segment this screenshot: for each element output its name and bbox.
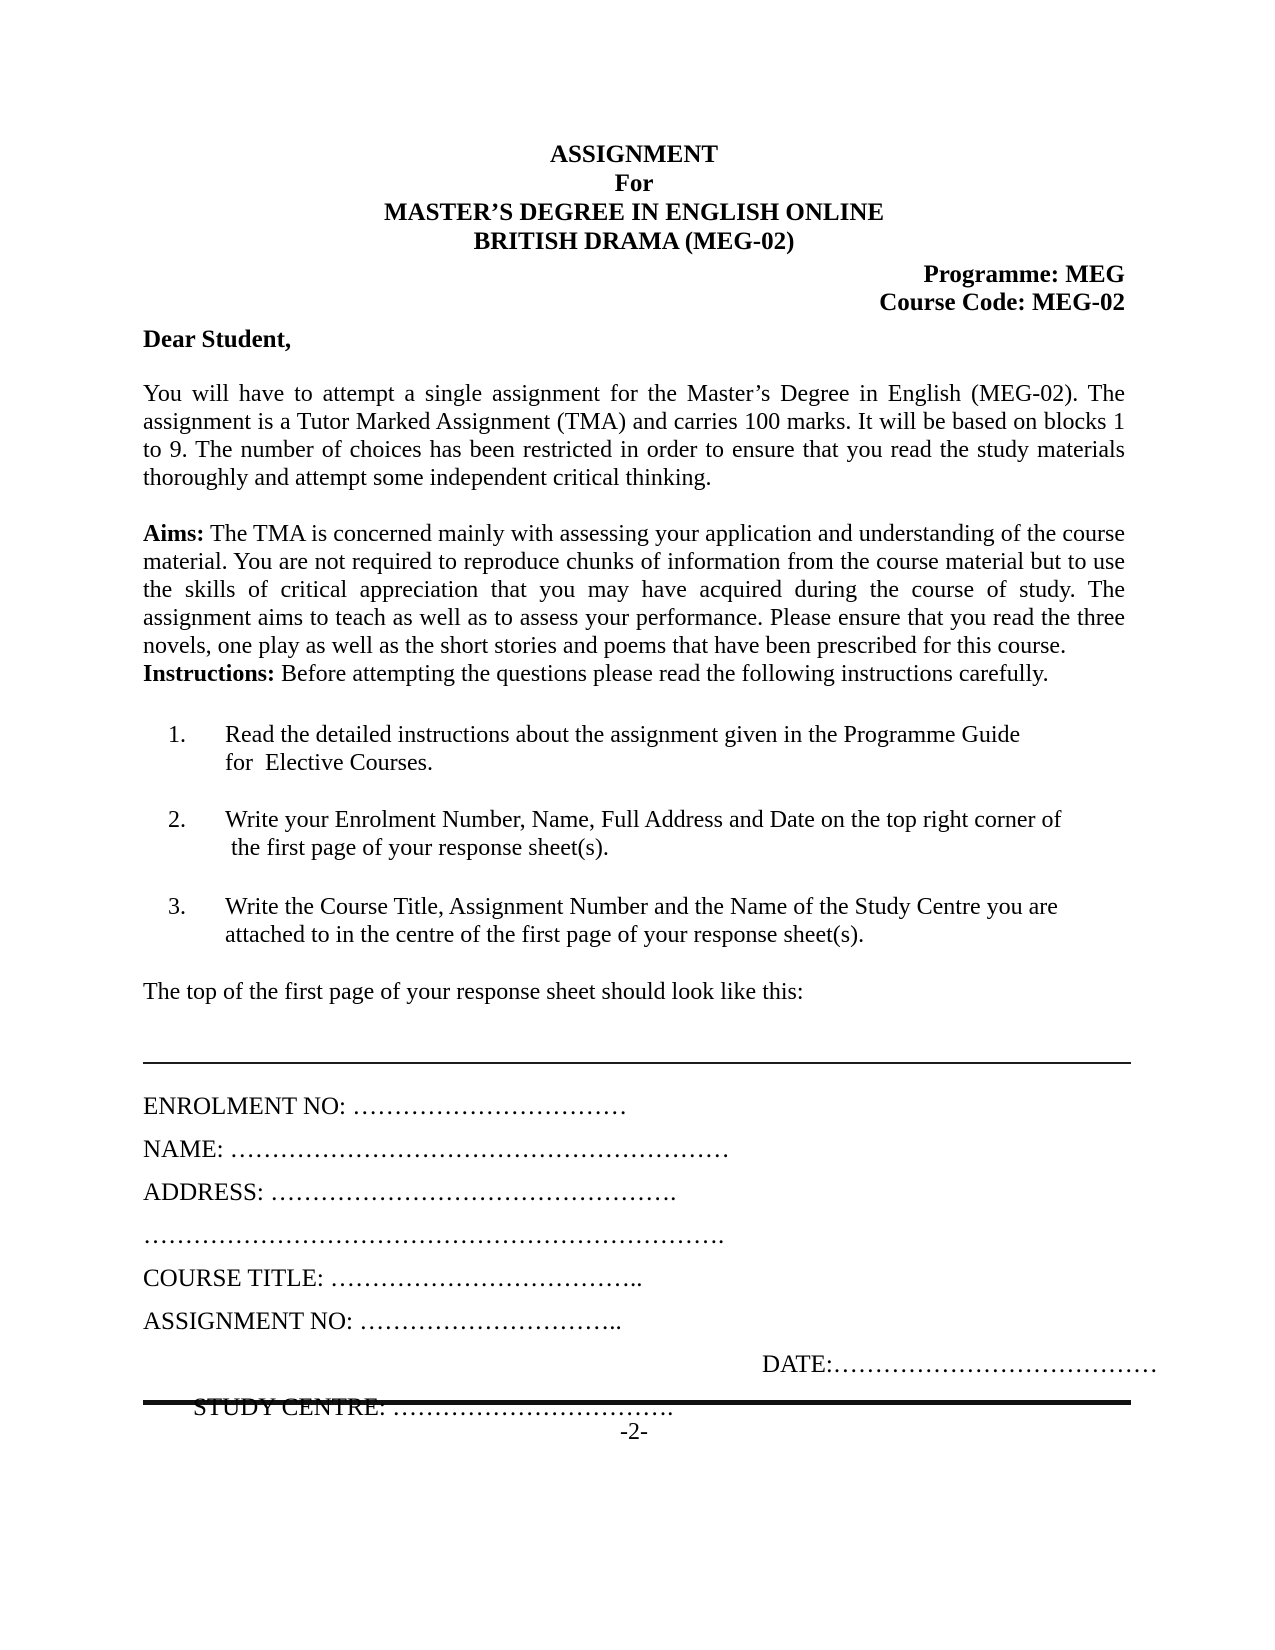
address-continuation-field: ……………………………………………………………. (143, 1222, 725, 1249)
salutation: Dear Student, (143, 326, 292, 353)
course-title-field: COURSE TITLE: ……………………………….. (143, 1265, 643, 1292)
page-content (143, 140, 1158, 1446)
instruction-item-3-text: Write the Course Title, Assignment Number and the Name of the Study Centre you are attached to in the centre of the first page of your response sheet(s). (225, 894, 1058, 948)
study-centre-field: STUDY CENTRE: ……………………………. (193, 1394, 674, 1421)
aims-text: The TMA is concerned mainly with assessing your application and understanding of the course material. You are not required to reproduce chunks of information from the course material but to use the skills of critical appreciation that you may have acquired during the course of study. The assignment aims to teach as well as to assess your performance. Please ensure that you read the three novels, one play as well as the short stories and poems that have been prescribed for this course. (143, 521, 1125, 659)
instruction-item-2 (143, 806, 1125, 862)
page-number: -2- (620, 1419, 648, 1445)
instructions-paragraph (143, 660, 1125, 688)
assignment-no-field: ASSIGNMENT NO: ………………………….. (143, 1308, 622, 1335)
instruction-item-1 (143, 721, 1125, 777)
instruction-item-3 (143, 893, 1125, 949)
intro-paragraph: You will have to attempt a single assignment for the Master’s Degree in English (MEG-02). The assignment is a Tutor Marked Assignment (TMA) and carries 100 marks. It will be based on blocks 1 to 9. The number of choices has been restricted in order to ensure that you read the study materials thoroughly and attempt some independent critical thinking. (143, 381, 1125, 491)
instruction-item-2-number: 2. (168, 807, 186, 833)
date-field: DATE:………………………………… (762, 1351, 1158, 1378)
aims-paragraph (143, 520, 1125, 660)
title-line-assignment: ASSIGNMENT (549, 141, 719, 168)
instruction-item-3-number: 3. (168, 894, 186, 920)
sample-top-divider (143, 1062, 1131, 1064)
instructions-text: Before attempting the questions please read the following instructions carefully. (281, 661, 1049, 687)
title-line-course: BRITISH DRAMA (MEG-02) (473, 228, 795, 255)
title-line-degree: MASTER’S DEGREE IN ENGLISH ONLINE (383, 199, 885, 226)
programme-meta-block (143, 261, 1125, 317)
instruction-item-1-text: Read the detailed instructions about the assignment given in the Programme Guide for Elective Courses. (225, 722, 1021, 776)
programme-label: Programme: MEG (923, 261, 1125, 288)
title-line-for: For (614, 170, 654, 197)
course-code-label: Course Code: MEG-02 (879, 289, 1125, 316)
enrolment-no-field: ENROLMENT NO: …………………………… (143, 1093, 628, 1120)
sample-note: The top of the first page of your response sheet should look like this: (143, 979, 804, 1005)
address-field: ADDRESS: …………………………………………. (143, 1179, 677, 1206)
instruction-item-1-number: 1. (168, 722, 186, 748)
instructions-label: Instructions: (143, 661, 276, 687)
response-sheet-sample (143, 1085, 1158, 1421)
instruction-item-2-text: Write your Enrolment Number, Name, Full Address and Date on the top right corner of the first page of your response sheet(s). (225, 807, 1062, 861)
name-field: NAME: …………………………………………………… (143, 1136, 730, 1163)
document-title-block (143, 140, 1125, 256)
aims-label: Aims: (143, 521, 205, 547)
study-centre-date-row (143, 1343, 1158, 1421)
